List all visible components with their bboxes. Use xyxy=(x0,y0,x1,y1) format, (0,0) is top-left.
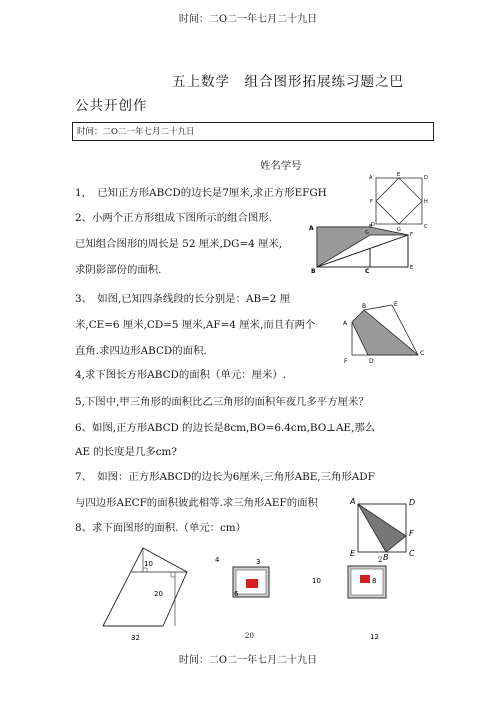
fig7-label-2: 2 xyxy=(378,556,383,564)
figure-frame-left xyxy=(213,553,279,607)
fig2-label-B: B xyxy=(311,268,316,274)
page-footer: 时间：二O二一年七月二十九日 xyxy=(178,655,318,666)
fig3-label-E: E xyxy=(394,301,398,308)
problem-3-text: 直角.求四边形ABCD的面积. xyxy=(75,345,207,357)
fig7-label-8: 8 xyxy=(372,577,377,585)
problem-4: 4,求下图长方形ABCD的面积（单元：厘米）. xyxy=(75,369,287,381)
fig3-label-F: F xyxy=(344,358,348,365)
fig1-label-E: E xyxy=(397,172,401,178)
fig1-label-A: A xyxy=(369,175,373,181)
figure-trapezoid xyxy=(95,540,215,642)
doc-title-line2: 公共开创作 xyxy=(75,98,148,114)
fig3-label-C: C xyxy=(420,350,425,357)
time-box-text: 时间：二O二一年七月二十九日 xyxy=(77,127,195,137)
problem-6-text: AE 的长度是几多cm? xyxy=(75,446,177,458)
fig1-label-C: C xyxy=(424,224,428,230)
fig2-label-C: C xyxy=(365,268,370,274)
fig1-label-H: H xyxy=(424,199,428,205)
fig1-label-F: F xyxy=(370,199,373,205)
fig1-label-G: G xyxy=(397,227,401,232)
fig4-label-F: F xyxy=(409,529,414,538)
figure-square-aef xyxy=(346,496,420,560)
page-header: 时间：二O二一年七月二十九日 xyxy=(178,14,318,25)
fig5-label-32: 32 xyxy=(131,634,140,642)
fig2-label-A: A xyxy=(309,225,314,232)
fig5-label-20: 20 xyxy=(154,590,163,598)
fig4-label-E: E xyxy=(350,549,356,558)
fig1-label-D: D xyxy=(424,175,428,181)
problem-7-text: 与四边形AECF的面积彼此相等.求三角形AEF的面积 xyxy=(75,497,318,509)
problem-8: 8、求下面图形的面积.（单元：cm） xyxy=(75,522,247,534)
doc-title-line1: 五上数学 组合图形拓展练习题之巴 xyxy=(172,74,404,90)
fig2-label-G: G xyxy=(365,230,369,236)
time-box xyxy=(72,122,434,141)
problem-3: 3、 如图,已知四条线段的长分别是：AB=2 厘 xyxy=(75,293,291,305)
problem-5: 5,下图中,甲三角形的面积比乙三角形的面积年夜几多平方厘米？ xyxy=(75,396,369,408)
figure-two-squares xyxy=(308,222,420,274)
fig4-label-B: B xyxy=(383,553,389,560)
problem-7: 7、 如图：正方形ABCD的边长为6厘米,三角形ABE,三角形ADF xyxy=(75,471,375,483)
fig3-label-B: B xyxy=(362,303,367,310)
name-line: 姓名学号 xyxy=(260,160,302,172)
fig4-label-C: C xyxy=(409,549,415,558)
problem-2-text: 已知组合图形的周长是 52 厘米,DG=4 厘米, xyxy=(75,238,283,250)
fig4-label-A: A xyxy=(350,497,356,506)
figure-frame-right xyxy=(310,560,390,642)
fig5-label-10: 10 xyxy=(144,560,153,568)
problem-2: 2、小两个正方形组成下图所示的组合图形. xyxy=(75,212,272,224)
fig3-label-A: A xyxy=(343,320,348,327)
fig4-label-D: D xyxy=(409,498,416,507)
fig6-label-6: 6 xyxy=(234,590,239,598)
problem-6: 6、如图,正方形ABCD 的边长是8cm,BO=6.4cm,BO⊥AE,那么 xyxy=(75,422,376,434)
fig6-label-3: 3 xyxy=(256,558,261,566)
fig2-label-E: E xyxy=(410,265,414,271)
fig7-label-10: 10 xyxy=(312,577,321,585)
figure-quadrilateral xyxy=(340,300,432,366)
fig2-label-D: D xyxy=(371,222,375,228)
problem-1: 1， 已知正方形ABCD的边长是7厘米,求正方形EFGH xyxy=(75,187,327,199)
fig2-label-F: F xyxy=(410,232,413,238)
fig3-label-D: D xyxy=(369,358,374,365)
problem-3-text: 米,CE=6 厘米,CD=5 厘米,AF=4 厘米,而且有两个 xyxy=(75,319,316,331)
fig7-label-12: 12 xyxy=(370,633,379,641)
problem-2-text: 求阴影部份的面积. xyxy=(75,264,162,276)
fig6-label-4: 4 xyxy=(215,556,220,564)
fig5-label-20b: 20 xyxy=(245,632,254,640)
